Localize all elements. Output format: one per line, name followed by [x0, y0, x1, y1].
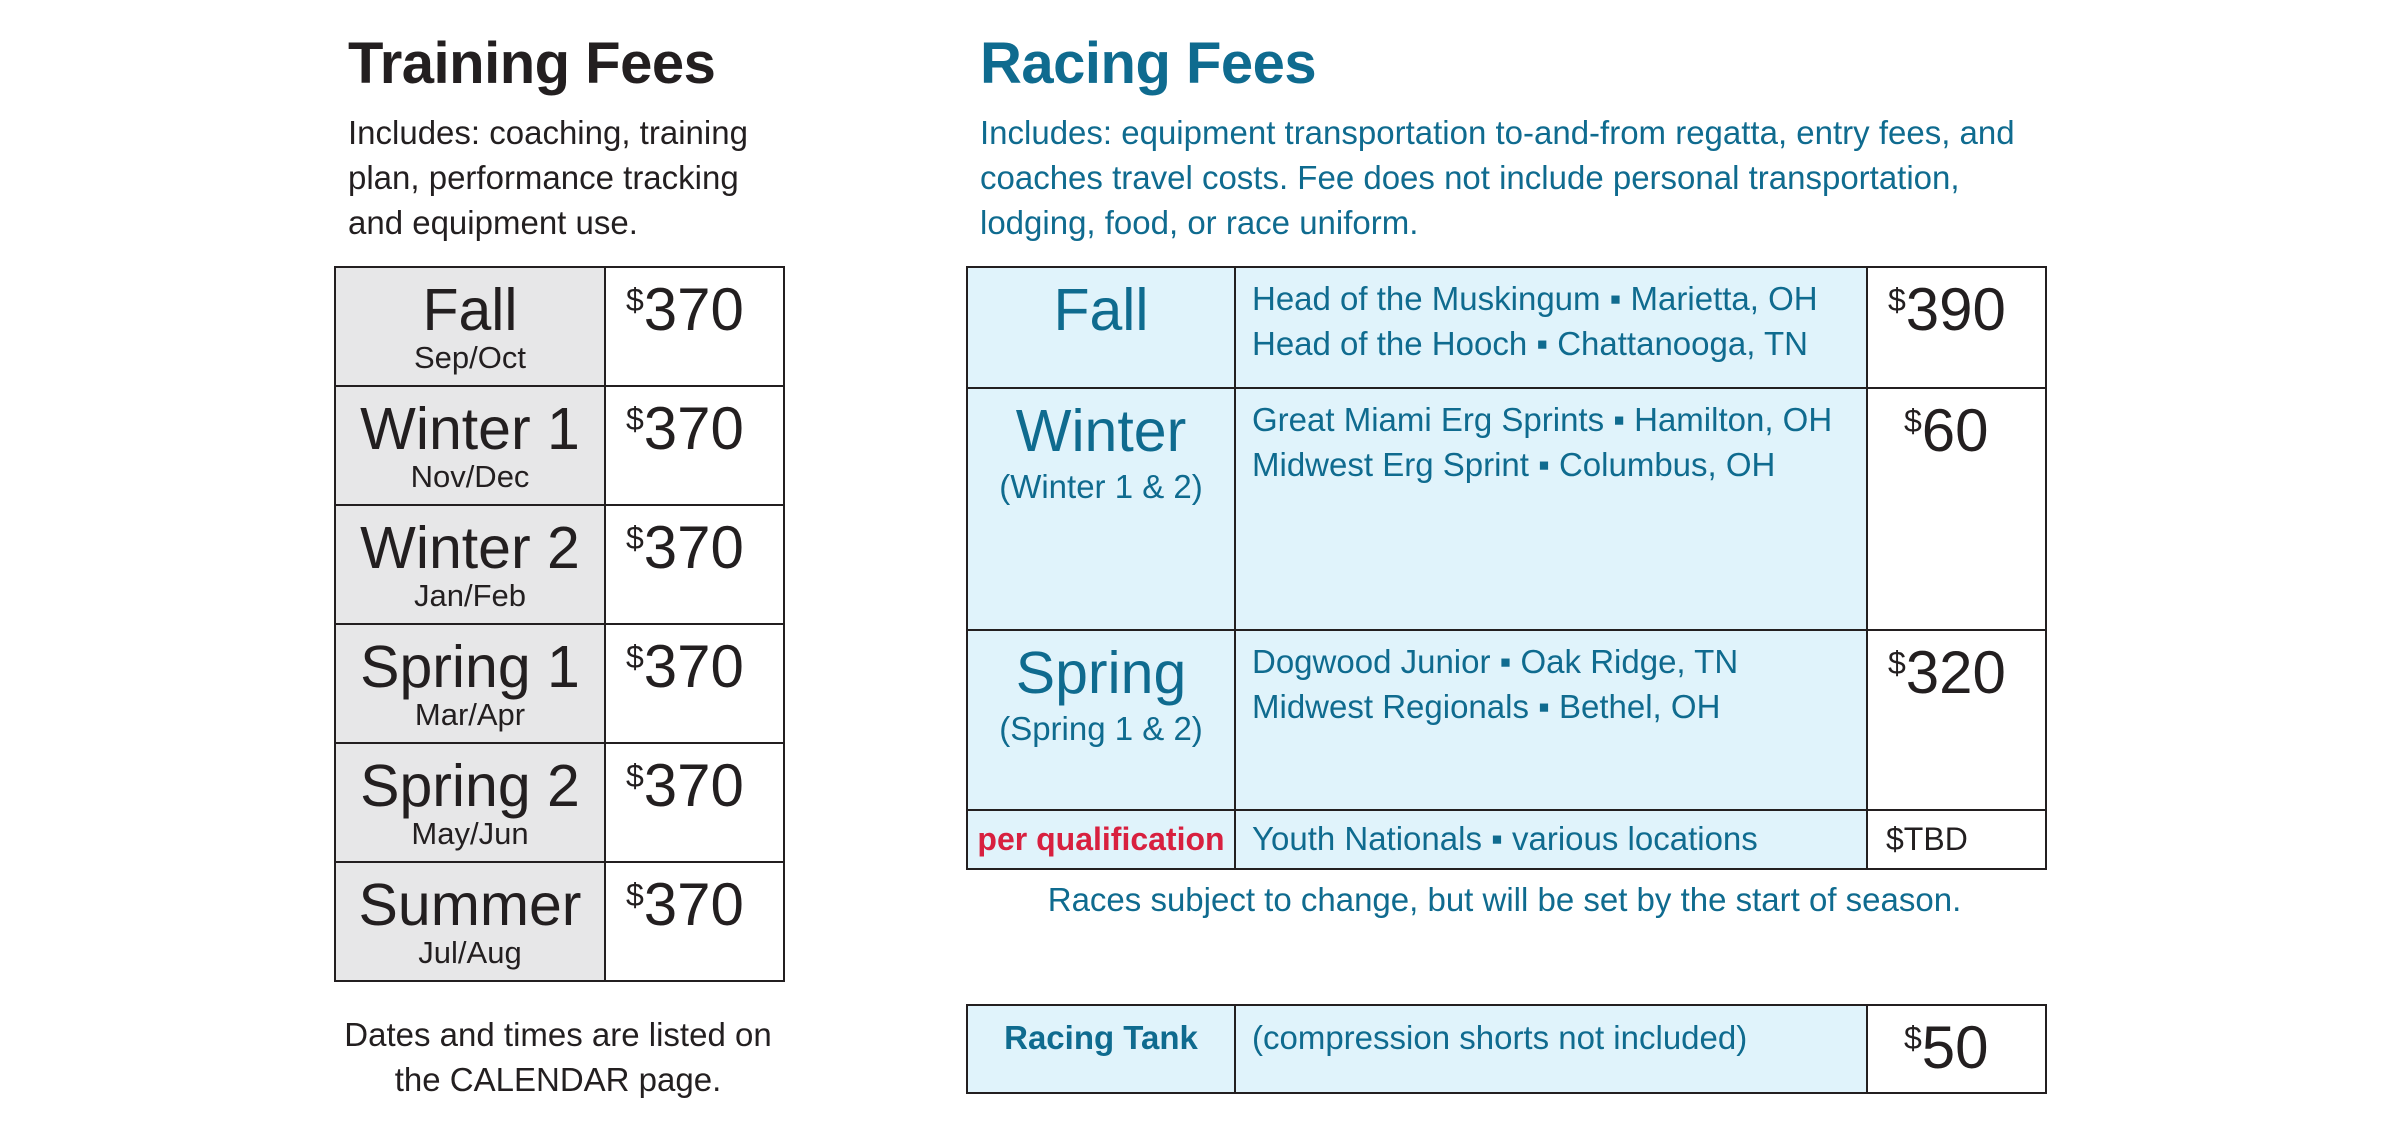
training-price-cell	[605, 386, 784, 505]
training-row-winter-2	[335, 505, 784, 624]
training-season-months: Jul/Aug	[418, 935, 522, 970]
training-row-fall	[335, 267, 784, 386]
racing-row-qualification	[967, 810, 2046, 869]
racing-price-cell	[1867, 810, 2046, 869]
currency-symbol: $	[626, 877, 644, 913]
racing-event: Midwest Erg Sprint ▪ Columbus, OH	[1252, 446, 1776, 483]
racing-season-cell	[967, 388, 1235, 630]
training-season-cell	[335, 505, 605, 624]
racing-event: Midwest Regionals ▪ Bethel, OH	[1252, 688, 1721, 725]
training-season-name: Fall	[422, 277, 518, 343]
currency-symbol: $	[626, 639, 644, 675]
racing-season-cell	[967, 267, 1235, 388]
currency-symbol: $	[626, 758, 644, 794]
racing-events-cell	[1235, 267, 1867, 388]
racing-row-winter	[967, 388, 2046, 630]
racing-qualification-cell	[967, 810, 1235, 869]
training-calendar-note: Dates and times are listed on the CALENDAR page.	[344, 1016, 772, 1098]
racing-event: Head of the Hooch ▪ Chattanooga, TN	[1252, 325, 1808, 362]
racing-row-fall	[967, 267, 2046, 388]
racing-season-subtitle: (Winter 1 & 2)	[999, 468, 1203, 505]
racing-fees-description: Includes: equipment transportation to-and-from regatta, entry fees, and coaches travel costs. Fee does not include personal transportation, lodging, food, or race uniform.	[980, 114, 2015, 241]
training-row-summer	[335, 862, 784, 981]
racing-event: Head of the Muskingum ▪ Marietta, OH	[1252, 280, 1818, 317]
training-price: 370	[643, 871, 744, 938]
currency-symbol: $	[1904, 1020, 1922, 1056]
currency-symbol: $	[626, 401, 644, 437]
training-price-cell	[605, 624, 784, 743]
racing-fees-table	[966, 266, 2047, 870]
racing-season-subtitle: (Spring 1 & 2)	[999, 710, 1203, 747]
racing-tank-row	[967, 1005, 2046, 1093]
racing-row-spring	[967, 630, 2046, 810]
training-price-cell	[605, 505, 784, 624]
currency-symbol: $	[1888, 282, 1906, 318]
training-price: 370	[643, 395, 744, 462]
racing-events-cell	[1235, 630, 1867, 810]
racing-season-name: Fall	[1053, 277, 1149, 343]
racing-price-cell	[1867, 630, 2046, 810]
training-price-cell	[605, 743, 784, 862]
training-fees-description: Includes: coaching, training plan, performance tracking and equipment use.	[348, 114, 748, 241]
racing-event: Great Miami Erg Sprints ▪ Hamilton, OH	[1252, 401, 1833, 438]
training-fees-title: Training Fees	[348, 31, 716, 96]
training-season-months: Mar/Apr	[414, 697, 526, 732]
racing-price: 320	[1905, 639, 2006, 706]
currency-symbol: $	[626, 520, 644, 556]
racing-season-cell	[967, 630, 1235, 810]
training-season-months: Jan/Feb	[413, 578, 526, 613]
racing-tank-price: 50	[1921, 1014, 1989, 1081]
racing-tank-desc-cell	[1235, 1005, 1867, 1093]
training-season-cell	[335, 743, 605, 862]
racing-tank-price-cell	[1867, 1005, 2046, 1093]
training-season-cell	[335, 267, 605, 386]
racing-tank-table	[966, 1004, 2047, 1094]
currency-symbol: $	[626, 282, 644, 318]
currency-symbol: $	[1904, 403, 1922, 439]
currency-symbol: $	[1888, 645, 1906, 681]
training-price: 370	[643, 276, 744, 343]
training-season-name: Summer	[358, 872, 582, 938]
racing-events-cell	[1235, 388, 1867, 630]
training-fees-table	[334, 266, 785, 982]
training-price: 370	[643, 514, 744, 581]
racing-price-cell	[1867, 388, 2046, 630]
training-price-cell	[605, 862, 784, 981]
racing-change-note: Races subject to change, but will be set by the start of season.	[1047, 881, 1962, 918]
racing-tank-note: (compression shorts not included)	[1252, 1019, 1748, 1056]
training-season-months: May/Jun	[411, 816, 529, 851]
training-row-spring-1	[335, 624, 784, 743]
training-season-cell	[335, 386, 605, 505]
training-season-cell	[335, 862, 605, 981]
training-row-winter-1	[335, 386, 784, 505]
training-season-name: Winter 2	[360, 515, 580, 581]
training-season-name: Winter 1	[360, 396, 580, 462]
racing-price: 60	[1921, 397, 1989, 464]
racing-price-cell	[1867, 267, 2046, 388]
racing-season-name: Winter	[1015, 398, 1187, 464]
training-row-spring-2	[335, 743, 784, 862]
racing-event: Dogwood Junior ▪ Oak Ridge, TN	[1252, 643, 1739, 680]
training-price: 370	[643, 633, 744, 700]
training-price: 370	[643, 752, 744, 819]
racing-event: Youth Nationals ▪ various locations	[1252, 820, 1758, 857]
training-season-name: Spring 1	[360, 634, 580, 700]
training-price-cell	[605, 267, 784, 386]
training-season-cell	[335, 624, 605, 743]
training-season-months: Sep/Oct	[414, 340, 526, 375]
racing-tank-label: Racing Tank	[1004, 1019, 1198, 1056]
racing-events-cell	[1235, 810, 1867, 869]
racing-season-name: Spring	[1015, 640, 1187, 706]
racing-price: 390	[1905, 276, 2006, 343]
racing-tank-name-cell	[967, 1005, 1235, 1093]
training-season-months: Nov/Dec	[410, 459, 530, 494]
qualification-label: per qualification	[977, 821, 1225, 857]
training-season-name: Spring 2	[360, 753, 580, 819]
racing-fees-title: Racing Fees	[980, 31, 1317, 96]
racing-price-tbd: $TBD	[1886, 821, 1968, 857]
